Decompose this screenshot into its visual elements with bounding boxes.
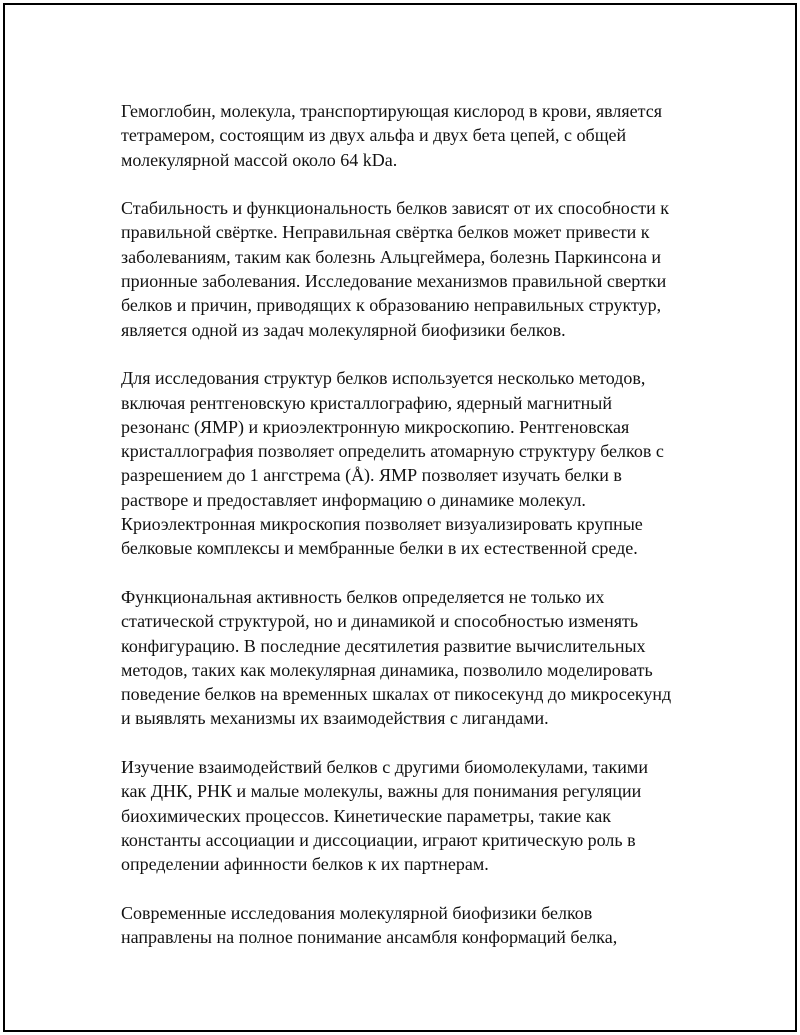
paragraph-biomolecule-interactions: Изучение взаимодействий белков с другими биомолекулами, такими как ДНК, РНК и малые молекулы, важны для понимания регуляции биохимических процессов. Кинетические параметры, такие как константы ассоциации и диссоциации, играют критическую роль в определении афинности белков к их партнерам. bbox=[121, 757, 648, 875]
document-page bbox=[3, 3, 797, 1032]
paragraph-structure-methods: Для исследования структур белков используется несколько методов, включая рентгеновскую кристаллографию, ядерный магнитный резонанс (ЯМР) и криоэлектронную микроскопию. Рентгеновская кристаллография позволяет определить атомарную структуру белков с разрешением до 1 ангстрема (Å). ЯМР позволяет изучать белки в растворе и предоставляет информацию о динамике молекул. Криоэлектронная микроскопия позволяет визуализировать крупные белковые комплексы и мембранные белки в их естественной среде. bbox=[121, 368, 664, 559]
paragraph-hemoglobin: Гемоглобин, молекула, транспортирующая кислород в крови, является тетрамером, состоящим из двух альфа и двух бета цепей, с общей молекулярной массой около 64 kDa. bbox=[121, 101, 663, 170]
paragraph-protein-folding: Стабильность и функциональность белков зависят от их способности к правильной свёртке. Неправильная свёртка белков может привести к заболеваниям, таким как болезнь Альцгеймера, болезнь Паркинсона и прионные заболевания. Исследование механизмов правильной свертки белков и причин, приводящих к образованию неправильных структур, является одной из задач молекулярной биофизики белков. bbox=[121, 198, 669, 340]
document-body bbox=[121, 99, 731, 974]
paragraph-protein-dynamics: Функциональная активность белков определяется не только их статической структурой, но и динамикой и способностью изменять конфигурацию. В последние десятилетия развитие вычислительных методов, таких как молекулярная динамика, позволило моделировать поведение белков на временных шкалах от пикосекунд до микросекунд и выявлять механизмы их взаимодействия с лигандами. bbox=[121, 586, 672, 729]
paragraph-modern-research: Современные исследования молекулярной биофизики белков направлены на полное понимание ансамбля конформаций белка, bbox=[121, 902, 618, 948]
